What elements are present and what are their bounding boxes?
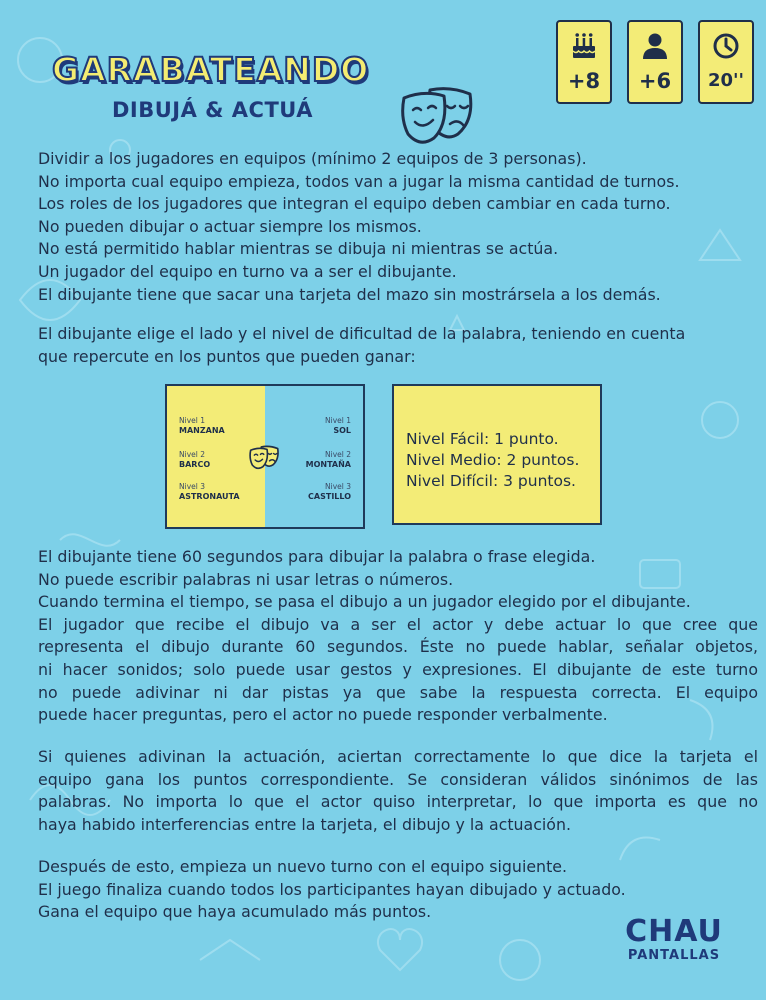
rule-line: El dibujante tiene 60 segundos para dibujar la palabra o frase elegida. [38,547,596,566]
example-card [165,384,365,529]
rule-line: Los roles de los jugadores que integran el equipo deben cambiar en cada turno. [38,194,671,214]
rules-paragraph-difficulty [38,323,758,368]
rule-line: Después de esto, empieza un nuevo turno con el equipo siguiente. [38,857,568,876]
rule-line: El juego finaliza cuando todos los participantes hayan dibujado y actuado. [38,879,626,899]
card-word: CASTILLO [308,492,351,501]
card-word: MANZANA [179,426,225,435]
rule-line: palabras. No importa lo que el actor quiso interpretar, lo que importa es que no [38,792,758,812]
points-easy: Nivel Fácil: 1 punto. [406,430,559,448]
time-badge [698,20,754,104]
rules-paragraph-setup [38,148,758,306]
rule-line: que repercute en los puntos que pueden ganar: [38,346,416,366]
rule-line: El dibujante elige el lado y el nivel de dificultad de la palabra, teniendo en cuenta [38,324,686,343]
points-hard: Nivel Difícil: 3 puntos. [406,472,576,490]
card-word: SOL [333,426,351,435]
rule-line: No puede escribir palabras ni usar letras o números. [38,569,454,589]
time-value: 20'' [707,70,745,91]
points-medium: Nivel Medio: 2 puntos. [406,451,580,469]
brand-name-line1: CHAU [625,914,723,949]
game-title-block [48,46,448,136]
rule-line: El jugador que recibe el dibujo va a ser el actor y debe actuar lo que cree que [38,614,758,634]
card-level-label: Nivel 2 [179,450,205,459]
theater-masks-icon [400,84,478,150]
age-value: +8 [567,69,601,93]
rule-line: No pueden dibujar o actuar siempre los mismos. [38,216,422,236]
rule-line: ni hacer sonidos; solo puede usar gestos y expresiones. El dibujante de este turno [38,659,758,679]
players-badge [627,20,683,104]
rules-paragraph-drawing [38,546,758,727]
points-legend [392,384,602,525]
age-badge [556,20,612,104]
birthday-cake-icon [569,32,599,60]
card-level-label: Nivel 1 [179,416,205,425]
card-word: MONTAÑA [305,460,351,469]
rule-line: Dividir a los jugadores en equipos (mínimo 2 equipos de 3 personas). [38,149,587,168]
timer-icon [711,32,741,60]
game-title: GARABATEANDO [52,50,370,89]
rule-line: Si quienes adivinan la actuación, aciertan correctamente lo que dice la tarjeta el [38,747,758,766]
game-subtitle: DIBUJÁ & ACTUÁ [112,98,313,122]
rules-paragraph-scoring [38,746,758,836]
brand-logo [614,916,734,964]
rule-line: No importa cual equipo empieza, todos van a jugar la misma cantidad de turnos. [38,171,680,191]
brand-name-line2: PANTALLAS [627,948,721,963]
rule-line: Un jugador del equipo en turno va a ser el dibujante. [38,261,457,281]
rule-line: representa el dibujo durante 60 segundos. Éste no puede hablar, señalar objetos, [38,637,758,657]
rule-line: Cuando termina el tiempo, se pasa el dibujo a un jugador elegido por el dibujante. [38,592,691,612]
game-info-badges [556,20,750,104]
card-level-label: Nivel 1 [325,416,351,425]
card-level-label: Nivel 3 [325,482,351,491]
rule-line: equipo gana los puntos correspondiente. Se consideran válidos sinónimos de las [38,769,758,789]
card-word: BARCO [179,460,211,469]
rule-line: no puede adivinar ni dar pistas ya que sabe la respuesta correcta. El equipo [38,682,758,702]
rule-line: No está permitido hablar mientras se dibuja ni mientras se actúa. [38,239,559,259]
theater-masks-icon [249,444,281,472]
rule-line: haya habido interferencias entre la tarjeta, el dibujo y la actuación. [38,814,571,834]
card-word: ASTRONAUTA [179,492,240,501]
card-level-label: Nivel 2 [325,450,351,459]
person-icon [640,32,670,60]
rule-line: El dibujante tiene que sacar una tarjeta del mazo sin mostrársela a los demás. [38,284,661,304]
rule-line: puede hacer preguntas, pero el actor no puede responder verbalmente. [38,705,608,725]
rule-line: Gana el equipo que haya acumulado más puntos. [38,902,432,922]
card-level-label: Nivel 3 [179,482,205,491]
players-value: +6 [638,69,672,93]
